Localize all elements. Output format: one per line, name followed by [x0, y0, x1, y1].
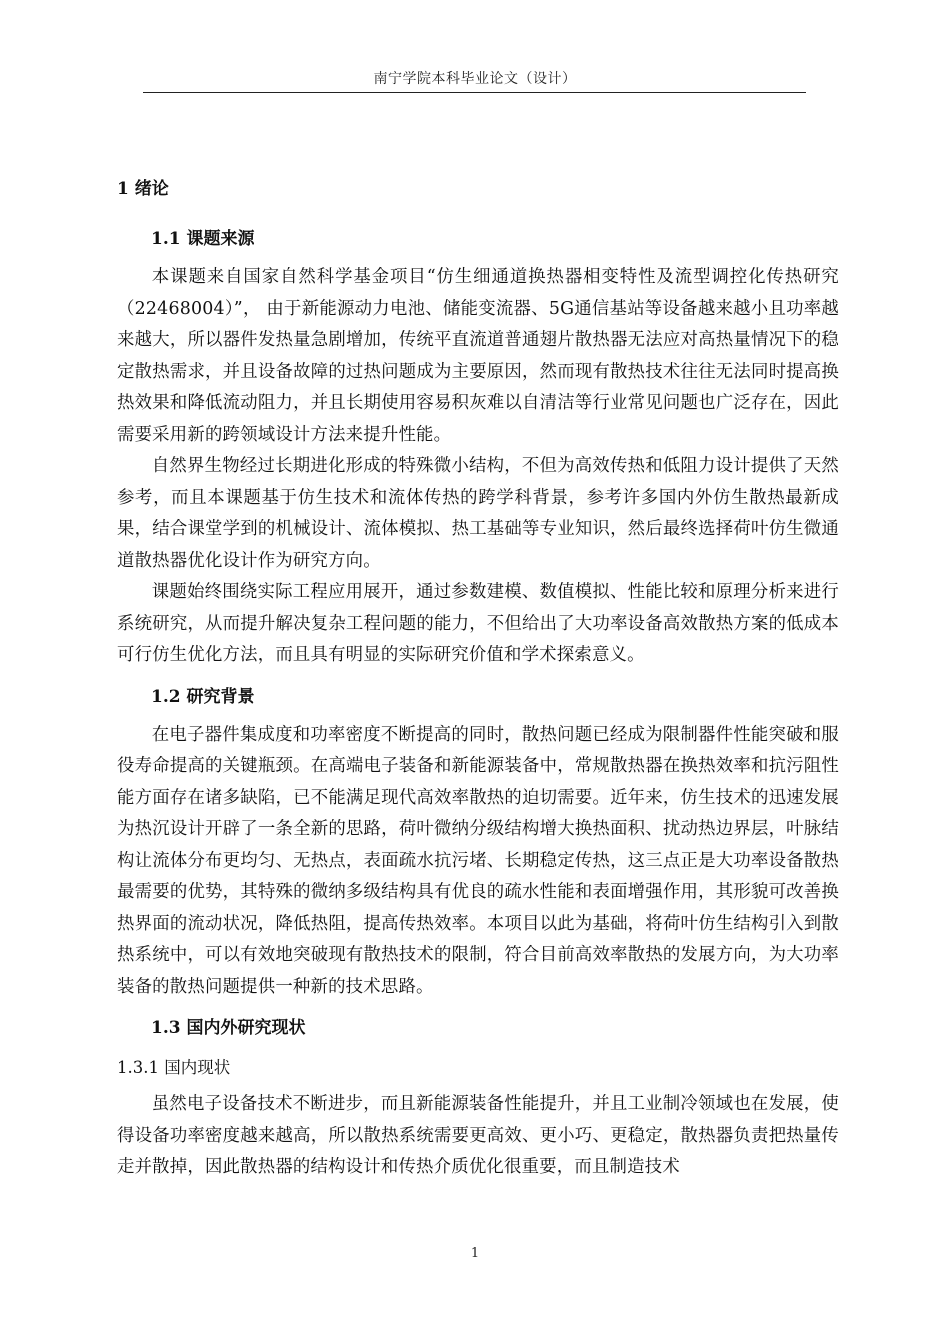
section-1-1-paragraph: 本课题来自国家自然科学基金项目“仿生细通道换热器相变特性及流型调控化传热研究（22468004）”， 由于新能源动力电池、储能变流器、5G通信基站等设备越来越小且功率越来越大，所以器件发热量急剧增加，传统平直流道普通翅片散热器无法应对高热量情况下的稳定散热需求，并且设备故障的过热问题成为主要原因，然而现有散热技术往往无法同时提高换热效果和降低流动阻力，并且长期使用容易积灰难以自清洁等行业常见问题也广泛存在，因此需要采用新的跨领域设计方法来提升性能。 — [117, 267, 839, 445]
section-1-1-paragraph: 自然界生物经过长期进化形成的特殊微小结构，不但为高效传热和低阻力设计提供了天然参考，而且本课题基于仿生技术和流体传热的跨学科背景，参考许多国内外仿生散热最新成果，结合课堂学到的机械设计、流体模拟、热工基础等专业知识，然后最终选择荷叶仿生微通道散热器优化设计作为研究方向。 — [117, 456, 839, 571]
chapter-title: 1 绪论 — [117, 179, 169, 199]
subsection-1-3-1-paragraph: 虽然电子设备技术不断进步，而且新能源装备性能提升，并且工业制冷领域也在发展，使得设备功率密度越来越高，所以散热系统需要更高效、更小巧、更稳定，散热器负责把热量传走并散掉，因此散热器的结构设计和传热介质优化很重要，而且制造技术 — [117, 1094, 839, 1177]
header-rule — [143, 92, 806, 93]
section-1-2-title: 1.2 研究背景 — [151, 686, 255, 707]
section-1-2-paragraph: 在电子器件集成度和功率密度不断提高的同时，散热问题已经成为限制器件性能突破和服役寿命提高的关键瓶颈。在高端电子装备和新能源装备中，常规散热器在换热效率和抗污阻性能方面存在诸多缺陷，已不能满足现代高效率散热的迫切需要。近年来，仿生技术的迅速发展为热沉设计开辟了一条全新的思路，荷叶微纳分级结构增大换热面积、扰动热边界层，叶脉结构让流体分布更均匀、无热点，表面疏水抗污堵、长期稳定传热，这三点正是大功率设备散热最需要的优势，其特殊的微纳多级结构具有优良的疏水性能和表面增强作用，其形貌可改善换热界面的流动状况，降低热阻，提高传热效率。本项目以此为基础，将荷叶仿生结构引入到散热系统中，可以有效地突破现有散热技术的限制，符合目前高效率散热的发展方向，为大功率装备的散热问题提供一种新的技术思路。 — [117, 724, 839, 997]
section-1-1-paragraph: 课题始终围绕实际工程应用展开，通过参数建模、数值模拟、性能比较和原理分析来进行系统研究，从而提升解决复杂工程问题的能力，不但给出了大功率设备高效散热方案的低成本可行仿生优化方法，而且具有明显的实际研究价值和学术探索意义。 — [117, 582, 839, 665]
section-1-3-title: 1.3 国内外研究现状 — [151, 1018, 306, 1038]
running-header: 南宁学院本科毕业论文（设计） — [373, 71, 577, 87]
subsection-1-3-1-title: 1.3.1 国内现状 — [117, 1058, 231, 1077]
body-content — [117, 172, 839, 1184]
section-1-1-title: 1.1 课题来源 — [151, 229, 255, 249]
page-number: 1 — [470, 1246, 480, 1261]
